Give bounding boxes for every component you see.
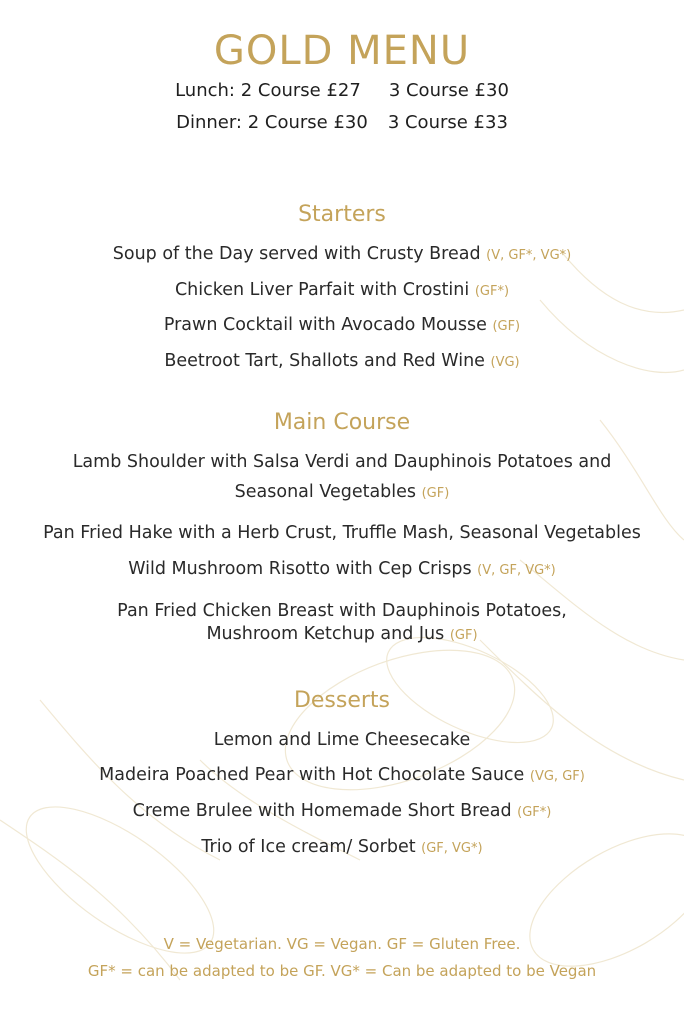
- menu-title: GOLD MENU: [213, 28, 471, 74]
- dish-name: Prawn Cocktail with Avocado Mousse: [163, 315, 487, 335]
- dietary-tag: (GF*): [517, 805, 552, 820]
- dish-name: Beetroot Tart, Shallots and Red Wine: [164, 351, 485, 371]
- starters-heading: Starters: [298, 202, 386, 227]
- dish-name-line2: Mushroom Ketchup and Jus: [206, 623, 445, 644]
- main-item: [0, 451, 684, 504]
- dinner-two-course: Dinner: 2 Course £30: [176, 112, 368, 133]
- dish-name-line2: Seasonal Vegetables: [234, 481, 417, 502]
- dietary-tag: (V, GF*, VG*): [486, 248, 572, 263]
- dish-name-line1: Lamb Shoulder with Salsa Verdi and Dauphinois Potatoes and: [72, 452, 612, 472]
- dish-name: Chicken Liver Parfait with Crostini: [174, 280, 470, 300]
- dietary-tag: (VG): [490, 355, 520, 370]
- dish-name: Lemon and Lime Cheesecake: [213, 730, 471, 750]
- lunch-two-course: Lunch: 2 Course £27: [175, 80, 361, 101]
- main-item: [0, 600, 684, 646]
- dessert-item: [0, 729, 684, 753]
- dietary-tag: (VG, GF): [529, 769, 585, 784]
- dietary-tag: (GF, VG*): [421, 841, 483, 856]
- dessert-item: [0, 836, 684, 860]
- dish-name: Pan Fried Hake with a Herb Crust, Truffle Mash, Seasonal Vegetables: [43, 523, 641, 543]
- main-item: [0, 558, 684, 582]
- dish-name: Madeira Poached Pear with Hot Chocolate Sauce: [99, 765, 525, 785]
- starter-item: [0, 350, 684, 374]
- dietary-tag: (V, GF, VG*): [477, 563, 556, 578]
- dish-name: Soup of the Day served with Crusty Bread: [112, 244, 481, 264]
- main-course-heading: Main Course: [273, 410, 411, 435]
- dietary-tag: (GF): [421, 485, 450, 501]
- lunch-prices: [0, 80, 684, 101]
- dish-name-line1: Pan Fried Chicken Breast with Dauphinois Potatoes,: [117, 601, 567, 621]
- dessert-item: [0, 764, 684, 788]
- starter-item: [0, 243, 684, 267]
- lunch-three-course: 3 Course £30: [388, 80, 509, 101]
- legend-line-1: V = Vegetarian. VG = Vegan. GF = Gluten Free.: [163, 935, 521, 953]
- dietary-tag: (GF): [449, 627, 478, 643]
- starter-item: [0, 314, 684, 338]
- dietary-tag: (GF): [492, 319, 521, 334]
- dessert-item: [0, 800, 684, 824]
- dinner-prices: [0, 112, 684, 133]
- dietary-tag: (GF*): [474, 284, 510, 299]
- starter-item: [0, 279, 684, 303]
- main-item: [0, 522, 684, 546]
- dinner-three-course: 3 Course £33: [387, 112, 508, 133]
- desserts-heading: Desserts: [293, 688, 391, 713]
- dish-name: Creme Brulee with Homemade Short Bread: [132, 801, 512, 821]
- legend-line-2: GF* = can be adapted to be GF. VG* = Can be adapted to be Vegan: [87, 962, 597, 980]
- dish-name: Wild Mushroom Risotto with Cep Crisps: [128, 559, 472, 579]
- dish-name: Trio of Ice cream/ Sorbet: [201, 837, 416, 857]
